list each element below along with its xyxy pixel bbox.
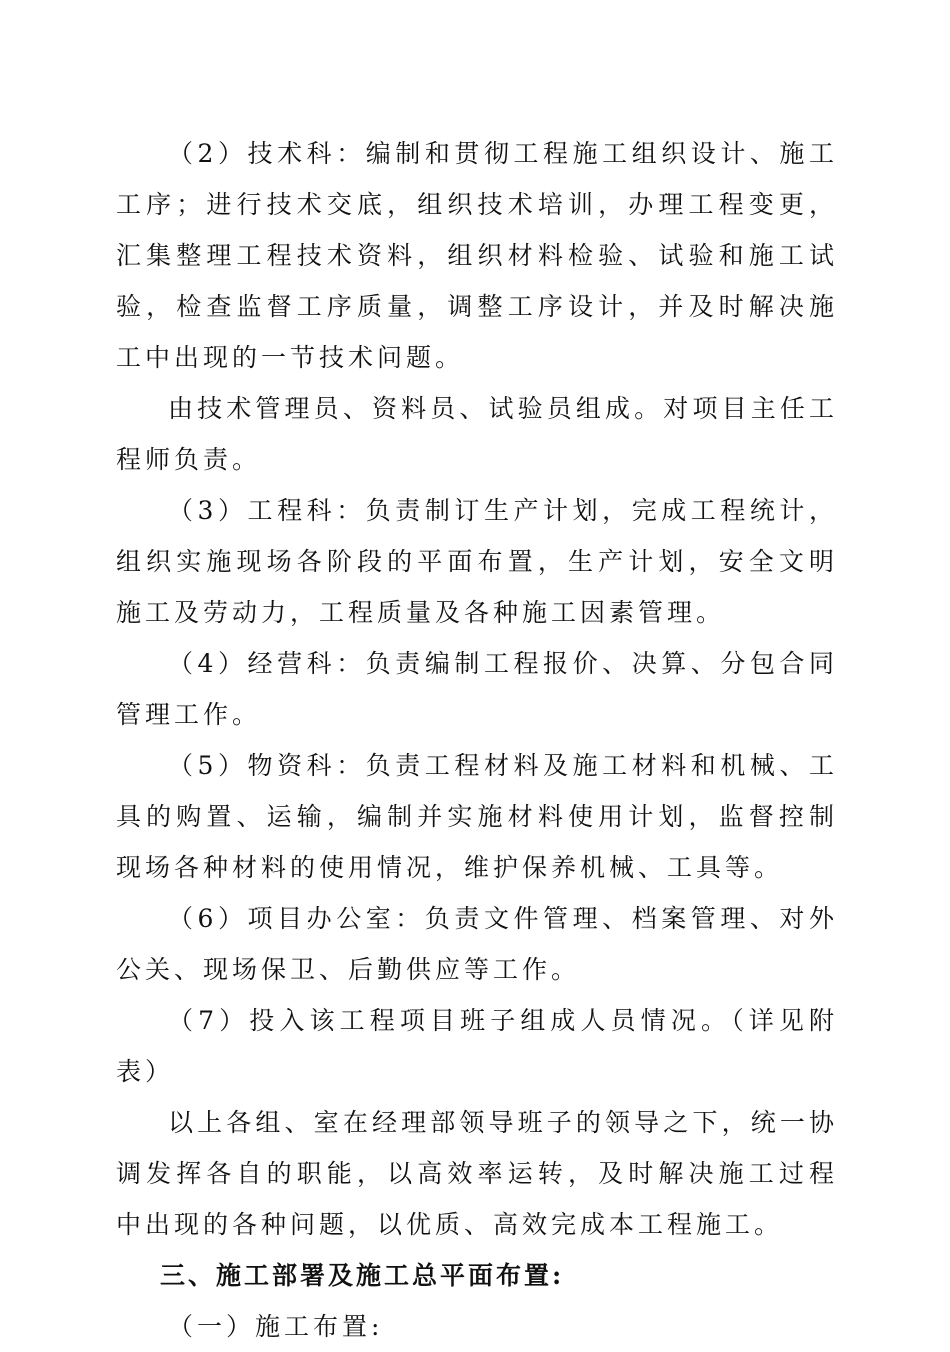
document-body (116, 128, 838, 1352)
paragraph-technical-staff: 由技术管理员、资料员、试验员组成。对项目主任工程师负责。 (116, 394, 838, 474)
paragraph-summary: 以上各组、室在经理部领导班子的领导之下，统一协调发挥各自的职能，以高效率运转，及时解决施工过程中出现的各种问题，以优质、高效完成本工程施工。 (116, 1108, 838, 1239)
paragraph-technical-dept: （2）技术科：编制和贯彻工程施工组织设计、施工工序；进行技术交底，组织技术培训，办理工程变更，汇集整理工程技术资料，组织材料检验、试验和施工试验，检查监督工序质量，调整工序设计，并及时解决施工中出现的一节技术问题。 (116, 139, 838, 372)
subsection-heading: （一）施工布置: (168, 1312, 384, 1341)
section-heading: 三、施工部署及施工总平面布置: (160, 1261, 565, 1290)
paragraph-engineering-dept: （3）工程科：负责制订生产计划，完成工程统计，组织实施现场各阶段的平面布置，生产计划，安全文明施工及劳动力，工程质量及各种施工因素管理。 (116, 496, 838, 627)
paragraph-project-team: （7）投入该工程项目班子组成人员情况。（详见附表） (116, 1006, 838, 1086)
paragraph-project-office: （6）项目办公室：负责文件管理、档案管理、对外公关、现场保卫、后勤供应等工作。 (116, 904, 838, 984)
paragraph-materials-dept: （5）物资科：负责工程材料及施工材料和机械、工具的购置、运输，编制并实施材料使用计划，监督控制现场各种材料的使用情况，维护保养机械、工具等。 (116, 751, 838, 882)
paragraph-operations-dept: （4）经营科：负责编制工程报价、决算、分包合同管理工作。 (116, 649, 838, 729)
